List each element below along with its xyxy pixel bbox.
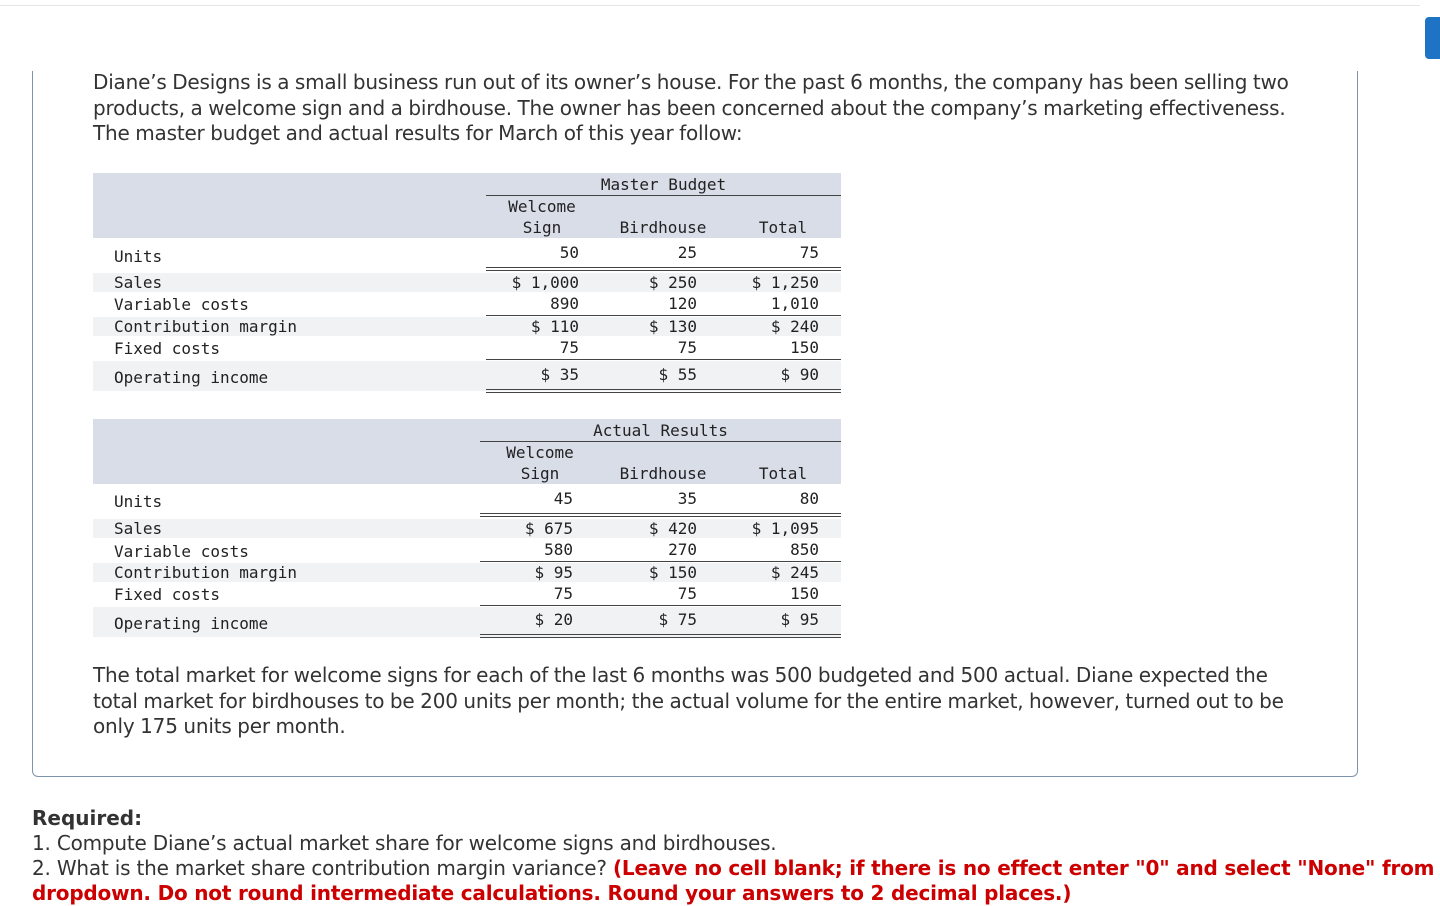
row-label-sales: Sales <box>114 273 163 292</box>
fixed-costs-rule <box>480 605 841 606</box>
requirement-2 <box>32 856 1434 881</box>
row-label-sales: Sales <box>114 519 163 538</box>
cell-operating-birdhouse: $ 55 <box>658 365 697 384</box>
col-header-total: Total <box>758 464 808 483</box>
cell-contribution-birdhouse: $ 130 <box>648 317 697 336</box>
actual-results-table <box>93 419 841 641</box>
units-double-rule-top <box>486 267 841 268</box>
row-label-operating-income: Operating income <box>114 368 269 387</box>
row-label-units: Units <box>114 492 163 511</box>
cell-variable-birdhouse: 270 <box>668 540 697 559</box>
col-header-birdhouse: Birdhouse <box>619 464 707 483</box>
col-header-welcome-line2: Sign <box>520 464 560 483</box>
cell-variable-total: 850 <box>790 540 819 559</box>
requirement-1: 1. Compute Diane’s actual market share for welcome signs and birdhouses. <box>32 831 777 855</box>
cell-contribution-birdhouse: $ 150 <box>648 563 697 582</box>
cell-contribution-welcome: $ 95 <box>534 563 573 582</box>
cell-contribution-welcome: $ 110 <box>530 317 579 336</box>
row-label-fixed-costs: Fixed costs <box>114 585 220 604</box>
table-title: Master Budget <box>600 175 727 194</box>
row-label-variable-costs: Variable costs <box>114 295 249 314</box>
row-label-contribution-margin: Contribution margin <box>114 563 298 582</box>
top-divider <box>0 5 1420 6</box>
col-header-birdhouse: Birdhouse <box>619 218 707 237</box>
cell-units-birdhouse: 25 <box>677 243 697 262</box>
units-double-rule-bottom <box>486 270 841 271</box>
cell-fixed-birdhouse: 75 <box>677 584 697 603</box>
cell-units-welcome: 50 <box>559 243 579 262</box>
operating-double-rule-bottom <box>486 392 841 393</box>
cell-units-birdhouse: 35 <box>677 489 697 508</box>
cell-fixed-welcome: 75 <box>559 338 579 357</box>
row-label-contribution-margin: Contribution margin <box>114 317 298 336</box>
cell-operating-birdhouse: $ 75 <box>658 610 697 629</box>
row-label-fixed-costs: Fixed costs <box>114 339 220 358</box>
cell-operating-total: $ 90 <box>780 365 819 384</box>
cell-contribution-total: $ 240 <box>770 317 819 336</box>
units-double-rule-top <box>480 513 841 514</box>
units-double-rule-bottom <box>480 516 841 517</box>
cell-variable-total: 1,010 <box>770 294 819 313</box>
variable-costs-rule <box>480 561 841 562</box>
cell-sales-total: $ 1,250 <box>751 273 819 292</box>
operating-double-rule-top <box>480 634 841 635</box>
required-heading: Required: <box>32 806 143 830</box>
cell-variable-welcome: 890 <box>550 294 579 313</box>
operating-double-rule-top <box>486 389 841 390</box>
cell-sales-welcome: $ 675 <box>524 519 573 538</box>
col-header-welcome-line2: Sign <box>522 218 562 237</box>
market-paragraph: The total market for welcome signs for each of the last 6 months was 500 budgeted and 500 actual. Diane expected the total market for birdhouses to be 200 units per month; the actual volume for the entire market, however, turned out to be only 175 units per month. <box>93 663 1284 738</box>
cell-operating-total: $ 95 <box>780 610 819 629</box>
title-underline <box>486 195 841 196</box>
operating-double-rule-bottom <box>480 637 841 638</box>
cell-sales-welcome: $ 1,000 <box>511 273 579 292</box>
cell-units-total: 80 <box>799 489 819 508</box>
cell-contribution-total: $ 245 <box>770 563 819 582</box>
requirement-2-question: 2. What is the market share contribution margin variance? <box>32 856 607 880</box>
variable-costs-rule <box>486 315 841 316</box>
requirement-2-continued <box>32 881 1071 906</box>
col-header-welcome-line1: Welcome <box>506 443 574 462</box>
cell-sales-total: $ 1,095 <box>751 519 819 538</box>
cell-fixed-total: 150 <box>790 338 819 357</box>
cell-fixed-birdhouse: 75 <box>677 338 697 357</box>
row-label-units: Units <box>114 247 163 266</box>
cell-sales-birdhouse: $ 250 <box>648 273 697 292</box>
cell-operating-welcome: $ 35 <box>540 365 579 384</box>
requirement-2-instructions-continued: dropdown. Do not round intermediate calculations. Round your answers to 2 decimal places.) <box>32 881 1072 905</box>
title-underline <box>480 441 841 442</box>
cell-fixed-total: 150 <box>790 584 819 603</box>
requirement-2-instructions: (Leave no cell blank; if there is no effect enter "0" and select "None" from <box>612 856 1435 880</box>
intro-paragraph: Diane’s Designs is a small business run out of its owner’s house. For the past 6 months, the company has been selling two products, a welcome sign and a birdhouse. The owner has been concerned about the company’s marketing effectiveness. The master budget and actual results for March of this year follow: <box>93 70 1289 145</box>
cell-fixed-welcome: 75 <box>553 584 573 603</box>
fixed-costs-rule <box>486 359 841 360</box>
cell-variable-welcome: 580 <box>544 540 573 559</box>
col-header-welcome-line1: Welcome <box>508 197 576 216</box>
cell-units-total: 75 <box>799 243 819 262</box>
row-label-variable-costs: Variable costs <box>114 542 249 561</box>
table-title: Actual Results <box>593 421 728 440</box>
cell-units-welcome: 45 <box>553 489 573 508</box>
row-label-operating-income: Operating income <box>114 614 269 633</box>
cell-sales-birdhouse: $ 420 <box>648 519 697 538</box>
col-header-total: Total <box>758 218 808 237</box>
side-panel-tab[interactable] <box>1425 17 1440 59</box>
cell-operating-welcome: $ 20 <box>534 610 573 629</box>
master-budget-table <box>93 173 841 395</box>
cell-variable-birdhouse: 120 <box>668 294 697 313</box>
